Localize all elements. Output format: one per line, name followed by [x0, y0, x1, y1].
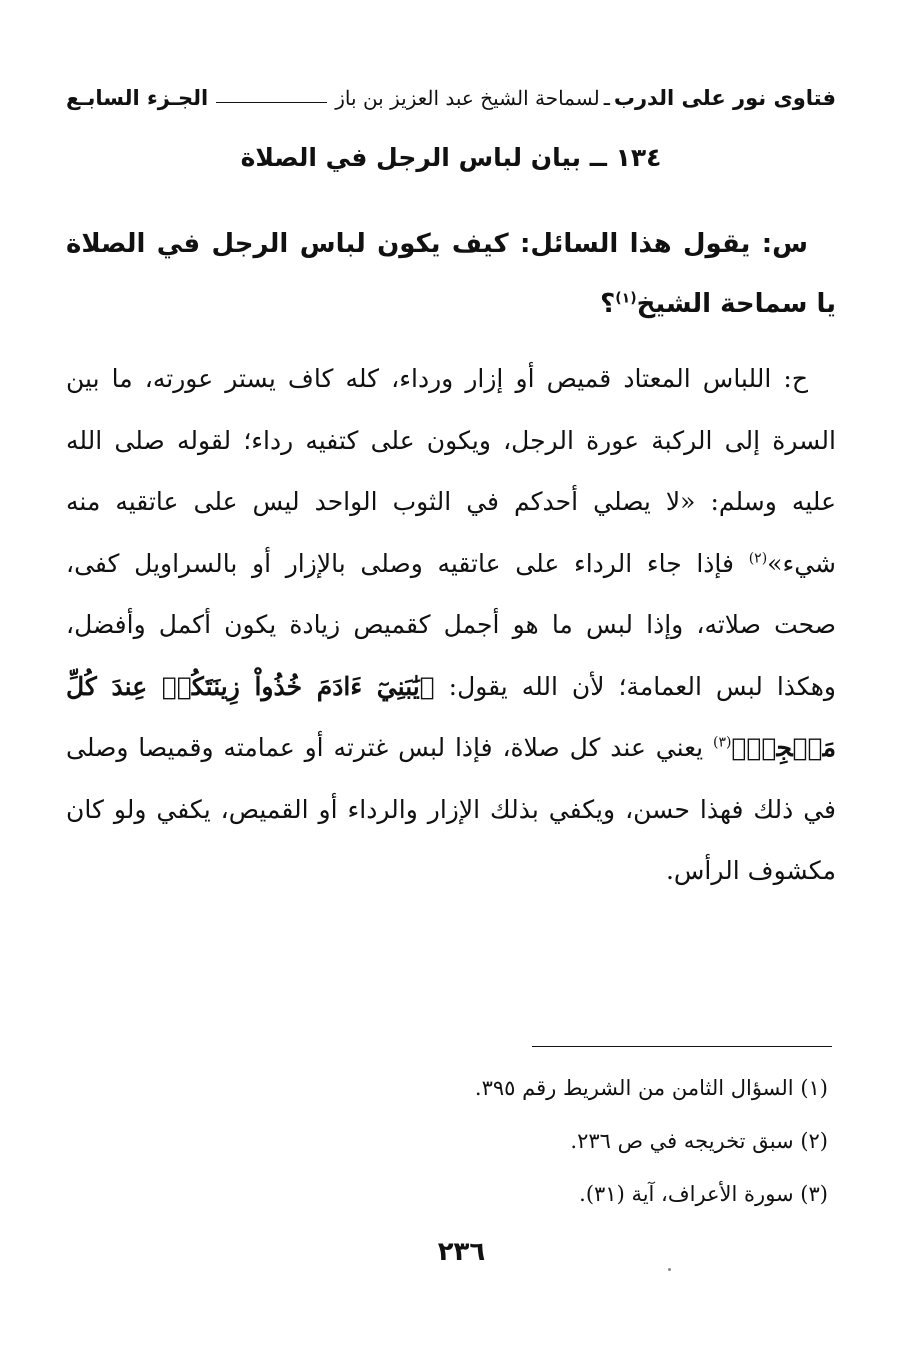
- footnote-ref-2: (٢): [748, 550, 768, 567]
- answer-paragraph: [66, 348, 836, 902]
- quran-verse: ﴿يَٰبَنِيٓ ءَادَمَ خُذُواْ زِينَتَكُمۡ عِندَ كُلِّ مَسۡجِدٖ﴾: [66, 671, 836, 762]
- section-heading: ١٣٤ ــ بيان لباس الرجل في الصلاة: [240, 143, 662, 172]
- footnote-2: (٢) سبق تخريجه في ص ٢٣٦.: [570, 1129, 828, 1153]
- answer-part-2: فإذا جاء الرداء على عاتقيه وصلى بالإزار أو بالسراويل كفى، صحت صلاته، وإذا لبس ما هو أجمل كقميص زيادة يكون أكمل وأفضل، وهكذا لبس العمامة؛ لأن الله يقول:: [66, 548, 836, 701]
- footnote-ref-3: (٣): [712, 734, 732, 751]
- answer-part-3: يعني عند كل صلاة، فإذا لبس غترته أو عمامته وقميصا وصلى في ذلك فهذا حسن، ويكفي بذلك الإزار والرداء أو القميص، يكفي ولو كان مكشوف الرأس.: [66, 733, 836, 885]
- answer-part-1: ح: اللباس المعتاد قميص أو إزار ورداء، كله كاف يستر عورته، ما بين السرة إلى الركبة عورة الرجل، ويكون على كتفيه رداء؛ لقوله صلى الله عليه وسلم: «لا يصلي أحدكم في الثوب الواحد ليس على عاتقيه منه شيء»: [66, 364, 836, 578]
- question-text: س: يقول هذا السائل: كيف يكون لباس الرجل في الصلاة يا سماحة الشيخ: [66, 229, 836, 319]
- question-paragraph: [66, 214, 836, 334]
- header-book-title: فتاوى نور على الدرب: [613, 86, 836, 110]
- running-header: [66, 78, 836, 118]
- footnote-divider: [532, 1046, 832, 1047]
- header-author: لسماحة الشيخ عبد العزيز بن باز: [335, 86, 600, 110]
- question-mark: ؟: [600, 289, 616, 319]
- page-number: ٢٣٦: [437, 1237, 486, 1267]
- print-speck: [668, 1268, 671, 1271]
- footnote-ref-1: (١): [615, 290, 637, 307]
- header-volume: الجـزء السابـع: [66, 86, 209, 110]
- header-separator: ـ: [603, 86, 610, 110]
- footnote-1: (١) السؤال الثامن من الشريط رقم ٣٩٥.: [474, 1076, 828, 1100]
- footnotes: [66, 1062, 836, 1221]
- footnote-3: (٣) سورة الأعراف، آية (٣١).: [579, 1182, 828, 1206]
- header-rule: [216, 102, 327, 103]
